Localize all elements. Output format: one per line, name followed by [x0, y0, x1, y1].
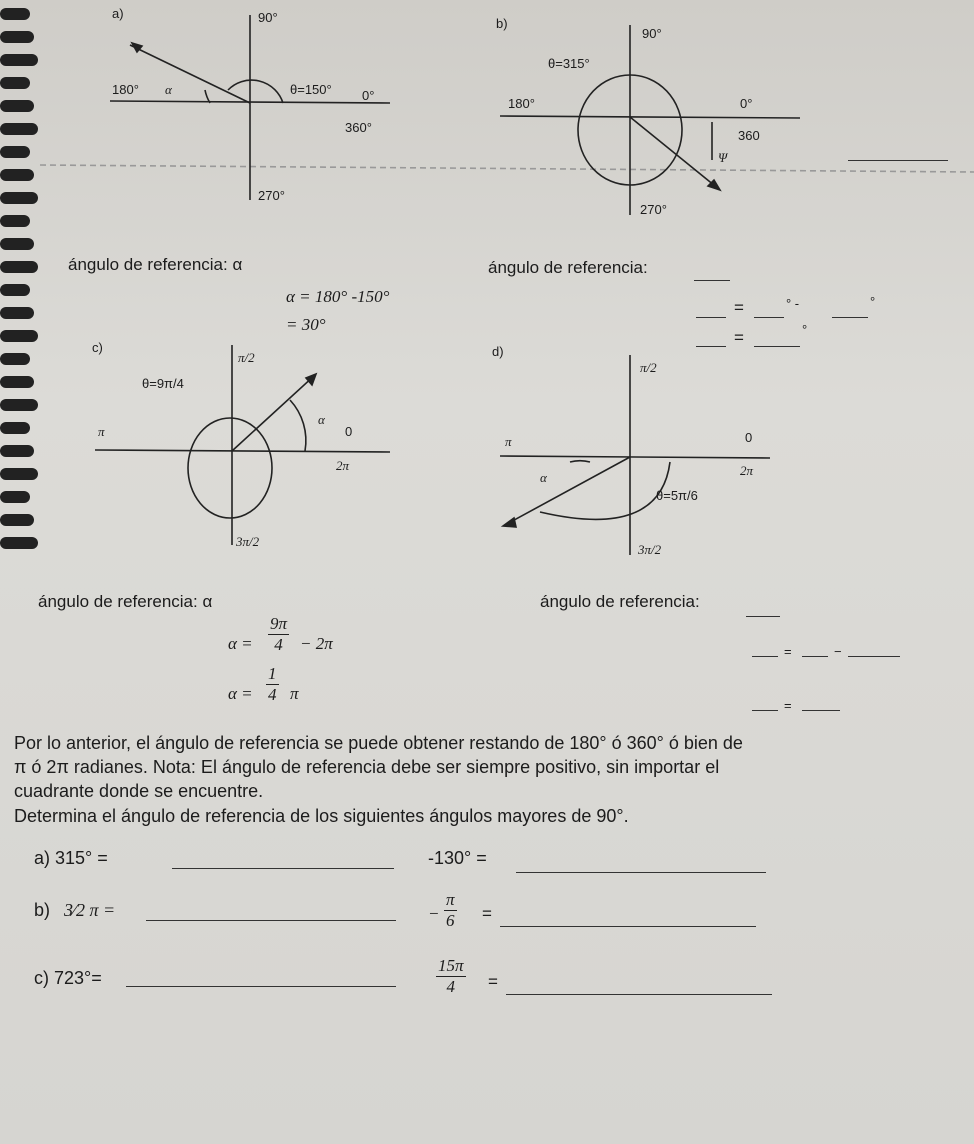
eq-c1-lhs: α =: [228, 634, 253, 653]
exercise-b-label: b): [34, 900, 51, 920]
blank-b-1[interactable]: [696, 317, 726, 318]
frac-1-4: $\frac{1}{4}$: [268, 664, 277, 704]
label-a-180: 180°: [112, 82, 139, 97]
eq-sign: =: [482, 904, 492, 923]
answer-a-left[interactable]: [172, 868, 394, 869]
eq-c2-rhs: π: [290, 684, 299, 703]
answer-c-right[interactable]: [506, 994, 772, 995]
label-d-3pi2: 3π/2: [638, 542, 662, 557]
blank-b-side[interactable]: [848, 160, 948, 161]
label-b-90: 90°: [642, 26, 662, 41]
label-a-90: 90°: [258, 10, 278, 25]
ref-angle-a-label: ángulo de referencia: α: [68, 255, 243, 274]
deg-minus: ° -: [786, 296, 800, 311]
eq-c2-lhs: α =: [228, 684, 253, 703]
label-d: d): [492, 344, 504, 359]
label-c: c): [92, 340, 103, 355]
paragraph-line-2: π ó 2π radianes. Nota: El ángulo de referencia debe ser siempre positivo, sin importar el: [14, 757, 720, 777]
eq-sign: =: [734, 328, 744, 347]
label-a-theta: θ=150°: [290, 82, 332, 97]
blank-b-ref[interactable]: [694, 280, 730, 281]
diagram-d: [500, 355, 770, 555]
label-d-2pi: 2π: [740, 463, 754, 478]
deg-sign: °: [870, 294, 876, 309]
label-b: b): [496, 16, 508, 31]
ref-angle-c-label: ángulo de referencia: α: [38, 592, 213, 611]
exercise-b-right-minus: −: [428, 904, 440, 923]
answer-b-right[interactable]: [500, 926, 756, 927]
answer-a-right[interactable]: [516, 872, 766, 873]
label-a-0: 0°: [362, 88, 375, 103]
deg-sign: °: [802, 322, 808, 337]
diagram-c: [95, 345, 390, 545]
label-c-alpha: α: [318, 412, 325, 427]
label-b-180: 180°: [508, 96, 535, 111]
label-d-pi: π: [505, 434, 512, 449]
blank-b-5[interactable]: [754, 346, 800, 347]
exercise-a-right: -130° =: [428, 848, 487, 868]
eq-sign: =: [488, 972, 498, 991]
label-d-pi2: π/2: [640, 360, 657, 375]
blank-b-2[interactable]: [754, 317, 784, 318]
blank-d-4[interactable]: [752, 710, 778, 711]
blank-d-ref[interactable]: [746, 616, 780, 617]
frac-9pi-4: $\frac{9\pi}{4}$: [270, 614, 288, 654]
minus-sign: −: [834, 644, 842, 659]
label-b-360: 360: [738, 128, 760, 143]
blank-d-1[interactable]: [752, 656, 778, 657]
blank-b-3[interactable]: [832, 317, 868, 318]
label-c-3pi2: 3π/2: [236, 534, 260, 549]
label-b-theta: θ=315°: [548, 56, 590, 71]
answer-b-left[interactable]: [146, 920, 396, 921]
paragraph-line-1: Por lo anterior, el ángulo de referencia se puede obtener restando de 180° ó 360° ó bien de: [14, 733, 743, 753]
answer-c-left[interactable]: [126, 986, 396, 987]
frac-pi-6: $\frac{\pi}{6}$: [446, 890, 455, 930]
label-c-2pi: 2π: [336, 458, 350, 473]
label-a-360: 360°: [345, 120, 372, 135]
diagram-b: [500, 25, 800, 215]
blank-d-5[interactable]: [802, 710, 840, 711]
blank-d-2[interactable]: [802, 656, 828, 657]
paragraph-line-3: cuadrante donde se encuentre.: [14, 781, 264, 801]
blank-b-4[interactable]: [696, 346, 726, 347]
exercise-c-left: c) 723°=: [34, 968, 102, 988]
label-d-theta: θ=5π/6: [656, 488, 698, 503]
label-d-alpha: α: [540, 470, 547, 485]
eq-sign: =: [784, 644, 792, 659]
frac-15pi-4: $\frac{15\pi}{4}$: [438, 956, 464, 996]
eq-sign: =: [784, 698, 792, 713]
label-c-pi: π: [98, 424, 105, 439]
eq-c1-rhs: − 2π: [300, 634, 333, 653]
label-b-psi: Ψ: [718, 150, 728, 165]
label-a-270: 270°: [258, 188, 285, 203]
label-b-270: 270°: [640, 202, 667, 217]
ref-angle-a-eq1: α = 180° -150°: [286, 287, 390, 306]
exercise-b-left: 3⁄2 π =: [64, 900, 116, 920]
instruction-line: Determina el ángulo de referencia de los siguientes ángulos mayores de 90°.: [14, 806, 629, 826]
label-c-pi2: π/2: [238, 350, 255, 365]
ref-angle-d-label: ángulo de referencia:: [540, 592, 700, 611]
ref-angle-b-label: ángulo de referencia:: [488, 258, 648, 277]
ref-angle-a-eq2: = 30°: [286, 315, 326, 334]
label-b-0: 0°: [740, 96, 753, 111]
exercise-a-left: a) 315° =: [34, 848, 108, 868]
label-a: a): [112, 6, 124, 21]
label-a-alpha: α: [165, 82, 172, 97]
eq-sign: =: [734, 298, 744, 317]
fold-line: [40, 165, 974, 172]
label-c-theta: θ=9π/4: [142, 376, 184, 391]
diagram-a: [110, 15, 390, 200]
label-d-0: 0: [745, 430, 753, 445]
label-c-0: 0: [345, 424, 353, 439]
blank-d-3[interactable]: [848, 656, 900, 657]
